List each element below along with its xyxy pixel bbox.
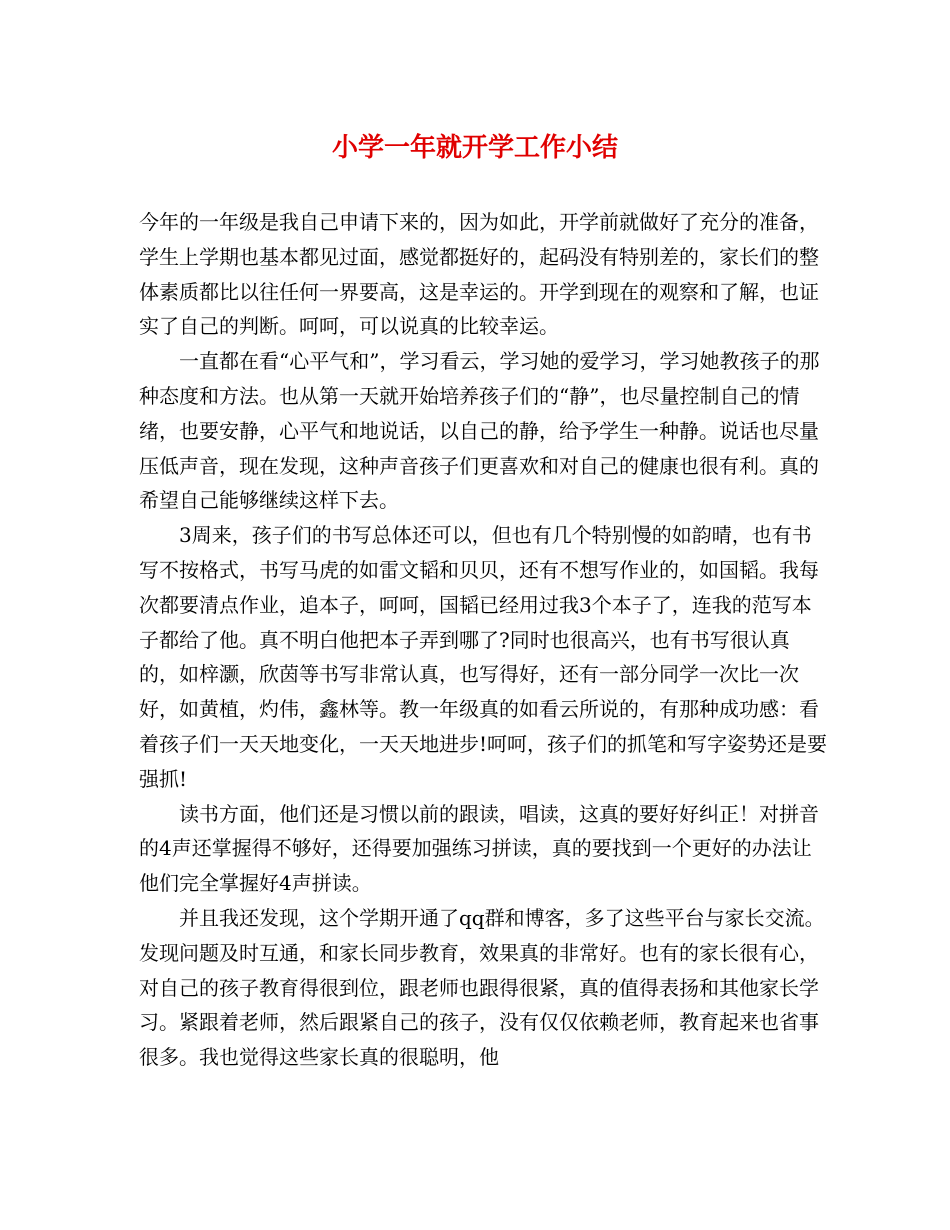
paragraph: 3周来，孩子们的书写总体还可以，但也有几个特别慢的如韵晴，也有书写不按格式，书写马虎的如雷文韬和贝贝，还有不想写作业的，如国韬。我每次都要清点作业，追本子，呵呵，国韬已经用过我3个本子了，连我的范写本子都给了他。真不明白他把本子弄到哪了?同时也很高兴，也有书写很认真的，如梓灏，欣茵等书写非常认真，也写得好，还有一部分同学一次比一次好，如黄植，灼伟，鑫林等。教一年级真的如看云所说的，有那种成功感：看着孩子们一天天地变化，一天天地进步!呵呵，孩子们的抓笔和写字姿势还是要强抓! bbox=[139, 523, 828, 791]
paragraph: 并且我还发现，这个学期开通了qq群和博客，多了这些平台与家长交流。发现问题及时互通，和家长同步教育，效果真的非常好。也有的家长很有心，对自己的孩子教育得很到位，跟老师也跟得很紧，真的值得表扬和其他家长学习。紧跟着老师，然后跟紧自己的孩子，没有仅仅依赖老师，教育起来也省事很多。我也觉得这些家长真的很聪明，他 bbox=[139, 905, 825, 1070]
document-body bbox=[139, 205, 829, 1075]
paragraph: 一直都在看“心平气和”，学习看云，学习她的爱学习，学习她教孩子的那种态度和方法。也从第一天就开始培养孩子们的“静”，也尽量控制自己的情绪，也要安静，心平气和地说话，以自己的静，给予学生一种静。说话也尽量压低声音，现在发现，这种声音孩子们更喜欢和对自己的健康也很有利。真的希望自己能够继续这样下去。 bbox=[139, 349, 820, 513]
paragraph: 今年的一年级是我自己申请下来的，因为如此，开学前就做好了充分的准备，学生上学期也基本都见过面，感觉都挺好的，起码没有特别差的，家长们的整体素质都比以往任何一界要高，这是幸运的。开学到现在的观察和了解，也证实了自己的判断。呵呵，可以说真的比较幸运。 bbox=[139, 210, 819, 339]
paragraph: 读书方面，他们还是习惯以前的跟读，唱读，这真的要好好纠正！对拼音的4声还掌握得不够好，还得要加强练习拼读，真的要找到一个更好的办法让他们完全掌握好4声拼读。 bbox=[139, 801, 819, 896]
document-title: 小学一年就开学工作小结 bbox=[331, 133, 618, 163]
